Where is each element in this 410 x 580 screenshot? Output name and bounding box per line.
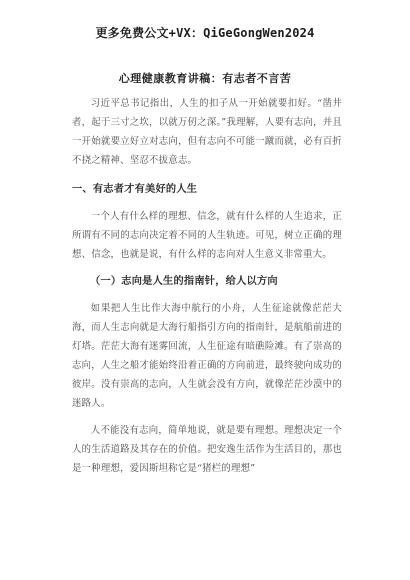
document-title: 心理健康教育讲稿：有志者不言苦 [118, 72, 292, 85]
section-paragraph: 一个人有什么样的理想、信念，就有什么样的人生追求，正所谓有不同的志向决定着不同的人生轨迹。可见，树立正确的理想、信念，也就是说，有什么样的志向对人生意义非常重大。 [72, 211, 342, 260]
paragraph-spacer [72, 413, 342, 421]
document-body [72, 94, 342, 478]
section-heading: 一、有志者才有美好的人生 [72, 183, 198, 195]
promo-header: 更多免费公文+VX：QiGeGongWen2024 [95, 26, 315, 40]
intro-paragraph: 习近平总书记指出，人生的扣子从一开始就要扣好。“凿井者，起于三寸之坎，以就万仞之深。”我理解，人要有志向，并且一开始就要立好立对志向，但有志向不可能一蹴而就，必有百折不挠之精神、坚忍不拔意志。 [72, 98, 342, 166]
subsection-heading: （一）志向是人生的指南针，给人以方向 [90, 275, 278, 287]
subsection-paragraph-2: 人不能没有志向，简单地说，就是要有理想。理想决定一个人的生活道路及其存在的价值。把安逸生活作为生活目的，那也是一种理想，爱因斯坦称它是“猪栏的理想” [72, 425, 342, 474]
subsection-paragraph-1: 如果把人生比作大海中航行的小舟，人生征途就像茫茫大海，而人生志向就是大海行船指引方向的指南针，是航船前进的灯塔。茫茫大海有迷雾回流，人生征途有暗礁险滩。有了崇高的志向，人生之船才能始终沿着正确的方向前进，最终驶向成功的彼岸。没有崇高的志向，人生就会没有方向，就像茫茫沙漠中的迷路人。 [72, 303, 342, 409]
